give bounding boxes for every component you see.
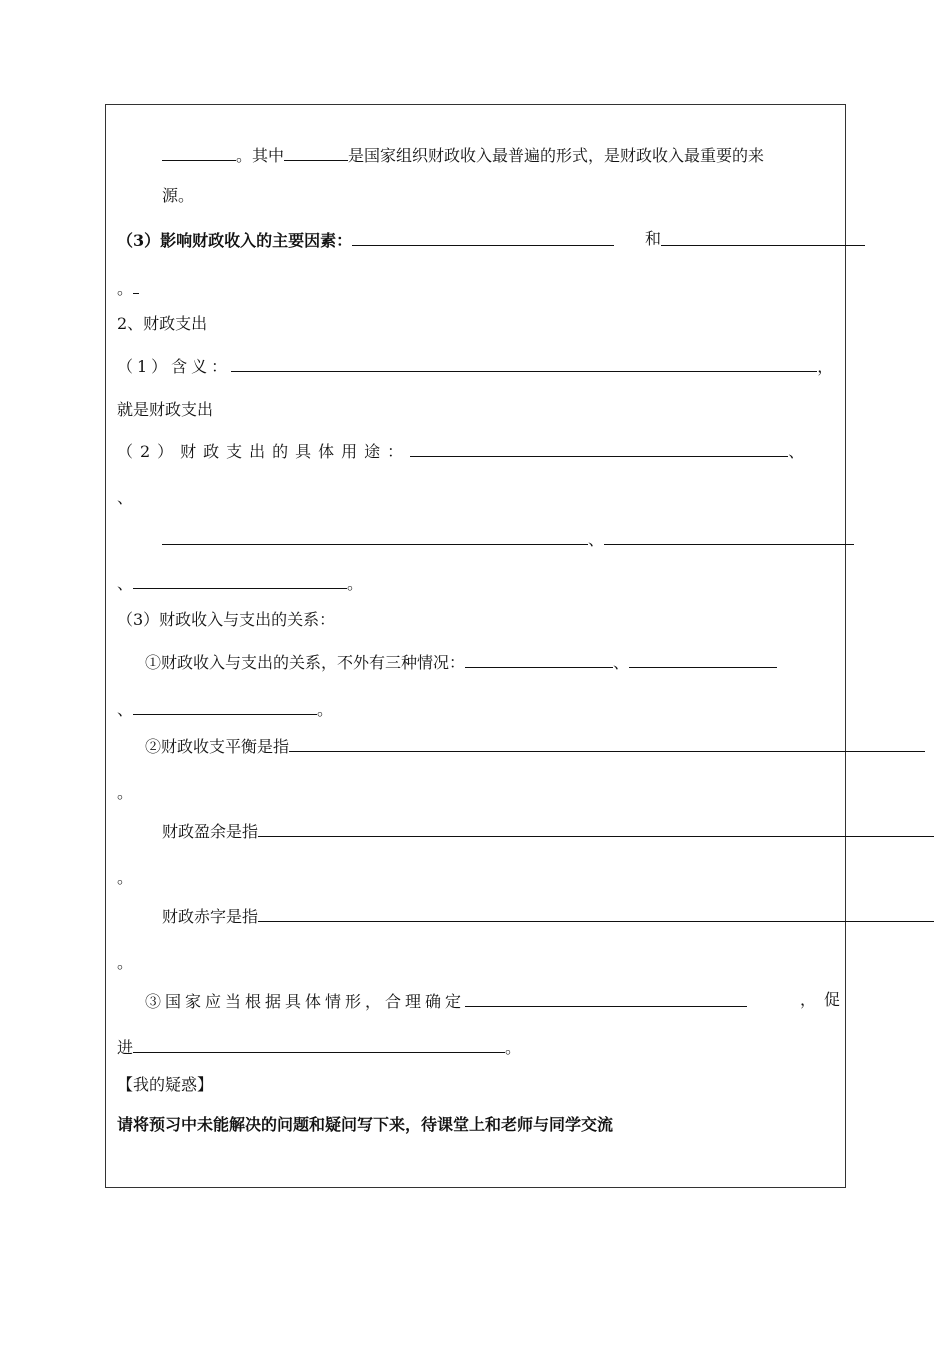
line-2: 源。 (162, 186, 195, 205)
blank-case-1[interactable] (465, 651, 613, 668)
deficit-end: 。 (117, 953, 134, 972)
surplus-line: 财政盈余是指 (162, 820, 934, 842)
factor-2-line (661, 229, 865, 251)
content-frame (105, 104, 849, 1188)
blank-factor-2[interactable] (661, 229, 865, 246)
relation-title: （3）财政收入与支出的关系： (117, 610, 336, 629)
deficit-line: 财政赤字是指 (162, 905, 934, 927)
blank-case-3[interactable] (133, 698, 317, 715)
blank-1[interactable] (162, 144, 236, 161)
factors-line: （3）影响财政收入的主要因素： (117, 229, 614, 251)
and-label: 和 (645, 229, 662, 248)
meaning-line: （1）含义： ， (117, 357, 834, 376)
factors-end: 。 (117, 277, 139, 299)
blank-meaning[interactable] (231, 355, 817, 372)
balance-end: 。 (117, 783, 134, 802)
blank-case-2[interactable] (629, 651, 777, 668)
blank-use-4[interactable] (133, 572, 347, 589)
doubt-title: 【我的疑惑】 (117, 1075, 214, 1094)
uses-line-3: 、 。 (117, 574, 364, 593)
blank-balance[interactable] (289, 735, 925, 752)
relation-item-3: ③国家应当根据具体情形，合理确定 (145, 990, 747, 1012)
blank-surplus[interactable] (258, 820, 934, 837)
meaning-cont: 就是财政支出 (117, 400, 214, 419)
promote-line: 进 。 (117, 1038, 522, 1057)
blank-use-2[interactable] (162, 528, 588, 545)
surplus-end: 。 (117, 868, 134, 887)
blank-2[interactable] (284, 144, 348, 161)
blank-deficit[interactable] (258, 905, 934, 922)
blank-promote[interactable] (133, 1036, 505, 1053)
blank-use-3[interactable] (604, 528, 854, 545)
relation-item-3-comma: ，促 (800, 990, 849, 1009)
uses-line-2: 、 (162, 528, 854, 550)
line-1: 。其中 是国家组织财政收入最普遍的形式，是财政收入最重要的来 (162, 144, 764, 166)
blank-use-1[interactable] (410, 440, 788, 457)
uses-sep-1: 、 (117, 488, 134, 507)
blank-determine[interactable] (465, 990, 747, 1007)
uses-line: （2）财政支出的具体用途： 、 (117, 442, 805, 461)
balance-line: ②财政收支平衡是指 (145, 735, 925, 757)
section-2-title: 2、财政支出 (117, 314, 208, 333)
relation-item-1: ①财政收入与支出的关系，不外有三种情况： 、 (145, 651, 777, 673)
blank-factor-1[interactable] (352, 229, 614, 246)
relation-item-1-cont: 、 。 (117, 700, 334, 719)
doubt-instruction: 请将预习中未能解决的问题和疑问写下来，待课堂上和老师与同学交流 (117, 1115, 614, 1134)
